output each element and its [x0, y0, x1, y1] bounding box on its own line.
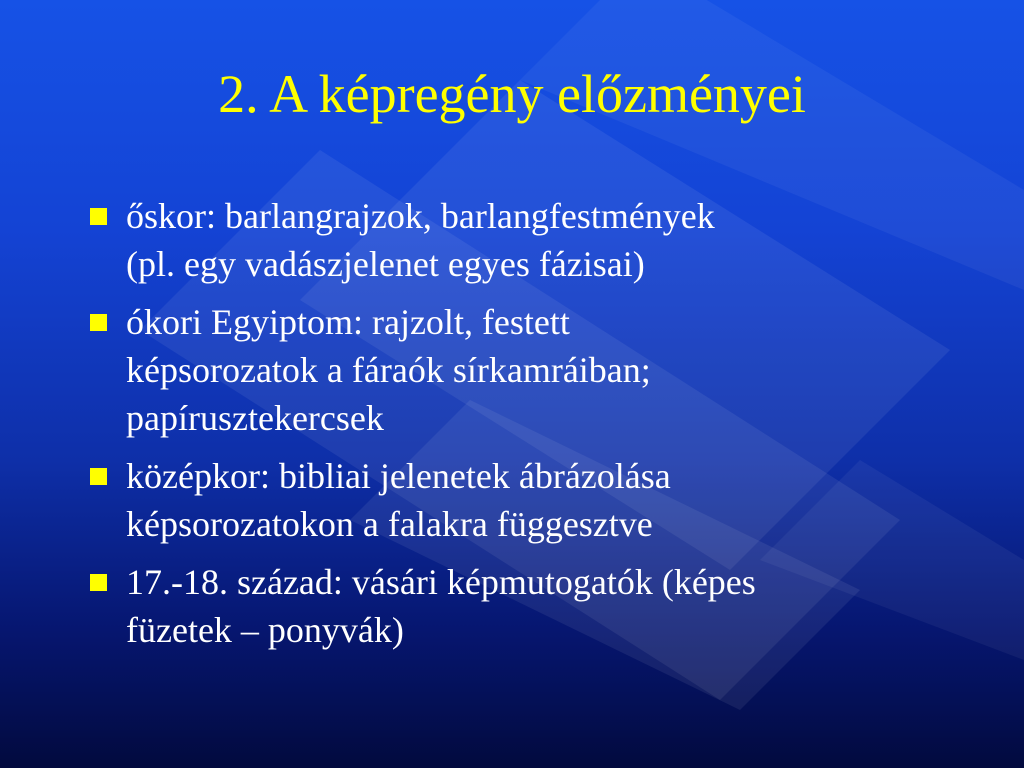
square-bullet-icon — [90, 574, 107, 591]
square-bullet-icon — [90, 208, 107, 225]
bullet-item — [88, 298, 948, 442]
bullet-text-line: papírusztekercsek — [126, 398, 384, 438]
bullet-text-line: ókori Egyiptom: rajzolt, festett — [126, 302, 570, 342]
bullet-text-line: 17.-18. század: vásári képmutogatók (képes — [126, 562, 756, 602]
bullet-text-line: képsorozatokon a falakra függesztve — [126, 504, 653, 544]
slide-title: 2. A képregény előzményei — [218, 64, 806, 124]
bullet-list — [88, 192, 948, 664]
square-bullet-icon — [90, 314, 107, 331]
bullet-text-line: képsorozatok a fáraók sírkamráiban; — [126, 350, 651, 390]
bullet-text-line: őskor: barlangrajzok, barlangfestmények — [126, 196, 715, 236]
square-bullet-icon — [90, 468, 107, 485]
bullet-text-line: füzetek – ponyvák) — [126, 610, 404, 650]
bullet-item — [88, 192, 948, 288]
bullet-item — [88, 452, 948, 548]
bullet-item — [88, 558, 948, 654]
bullet-text-line: középkor: bibliai jelenetek ábrázolása — [126, 456, 671, 496]
bullet-text-line: (pl. egy vadászjelenet egyes fázisai) — [126, 244, 645, 284]
